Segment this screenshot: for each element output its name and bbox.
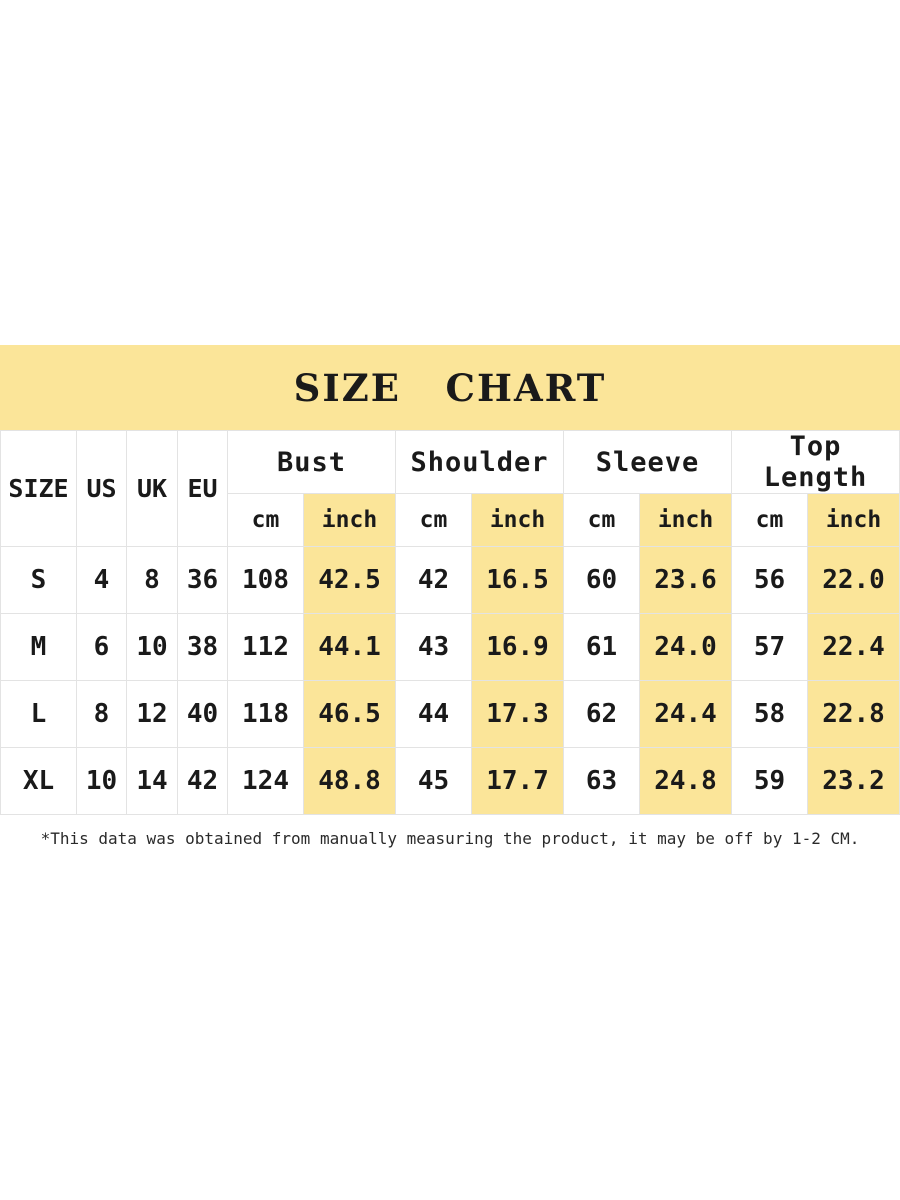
table-header-row-groups [1,431,900,494]
table-body [1,547,900,815]
cell-shoulder-inch: 16.9 [472,614,564,681]
header-group-sleeve: Sleeve [564,431,732,494]
cell-uk: 12 [127,681,178,748]
cell-shoulder-cm: 44 [396,681,472,748]
cell-size: M [1,614,77,681]
measurement-note-text: *This data was obtained from manually measuring the product, it may be off by 1-2 CM. [40,829,860,848]
cell-us: 4 [77,547,127,614]
cell-sleeve-cm: 62 [564,681,640,748]
header-shoulder-cm: cm [396,494,472,547]
cell-sleeve-inch: 23.6 [640,547,732,614]
header-bust-inch: inch [304,494,396,547]
cell-shoulder-cm: 45 [396,748,472,815]
table-header [1,431,900,547]
header-bust-cm: cm [228,494,304,547]
header-sleeve-inch: inch [640,494,732,547]
header-group-shoulder: Shoulder [396,431,564,494]
size-chart-title-band [0,345,900,430]
cell-top-length-inch: 22.8 [808,681,900,748]
table-row [1,748,900,815]
cell-top-length-cm: 57 [732,614,808,681]
header-top-length-cm: cm [732,494,808,547]
table-row [1,614,900,681]
header-size: SIZE [1,431,77,547]
cell-uk: 8 [127,547,178,614]
cell-shoulder-cm: 42 [396,547,472,614]
header-eu: EU [178,431,228,547]
cell-sleeve-inch: 24.8 [640,748,732,815]
cell-sleeve-inch: 24.4 [640,681,732,748]
size-chart-table [0,430,900,815]
header-uk: UK [127,431,178,547]
cell-sleeve-cm: 60 [564,547,640,614]
table-row [1,547,900,614]
cell-bust-cm: 118 [228,681,304,748]
cell-shoulder-inch: 17.3 [472,681,564,748]
cell-top-length-cm: 58 [732,681,808,748]
cell-us: 8 [77,681,127,748]
cell-bust-inch: 46.5 [304,681,396,748]
cell-size: XL [1,748,77,815]
cell-size: L [1,681,77,748]
cell-us: 10 [77,748,127,815]
cell-us: 6 [77,614,127,681]
cell-top-length-cm: 59 [732,748,808,815]
header-top-length-inch: inch [808,494,900,547]
cell-top-length-cm: 56 [732,547,808,614]
cell-bust-cm: 108 [228,547,304,614]
cell-shoulder-inch: 16.5 [472,547,564,614]
header-shoulder-inch: inch [472,494,564,547]
size-chart-container [0,345,900,864]
cell-uk: 14 [127,748,178,815]
cell-sleeve-cm: 63 [564,748,640,815]
table-row [1,681,900,748]
measurement-note [0,815,900,864]
cell-eu: 36 [178,547,228,614]
cell-uk: 10 [127,614,178,681]
cell-eu: 40 [178,681,228,748]
cell-bust-inch: 42.5 [304,547,396,614]
cell-eu: 38 [178,614,228,681]
cell-bust-inch: 48.8 [304,748,396,815]
cell-top-length-inch: 22.4 [808,614,900,681]
cell-sleeve-inch: 24.0 [640,614,732,681]
cell-sleeve-cm: 61 [564,614,640,681]
cell-bust-cm: 124 [228,748,304,815]
cell-top-length-inch: 23.2 [808,748,900,815]
cell-shoulder-inch: 17.7 [472,748,564,815]
header-group-top-length: Top Length [732,431,900,494]
header-group-bust: Bust [228,431,396,494]
page-title: SIZE CHART [293,365,607,410]
cell-shoulder-cm: 43 [396,614,472,681]
header-us: US [77,431,127,547]
header-sleeve-cm: cm [564,494,640,547]
cell-eu: 42 [178,748,228,815]
cell-bust-cm: 112 [228,614,304,681]
cell-top-length-inch: 22.0 [808,547,900,614]
cell-size: S [1,547,77,614]
cell-bust-inch: 44.1 [304,614,396,681]
